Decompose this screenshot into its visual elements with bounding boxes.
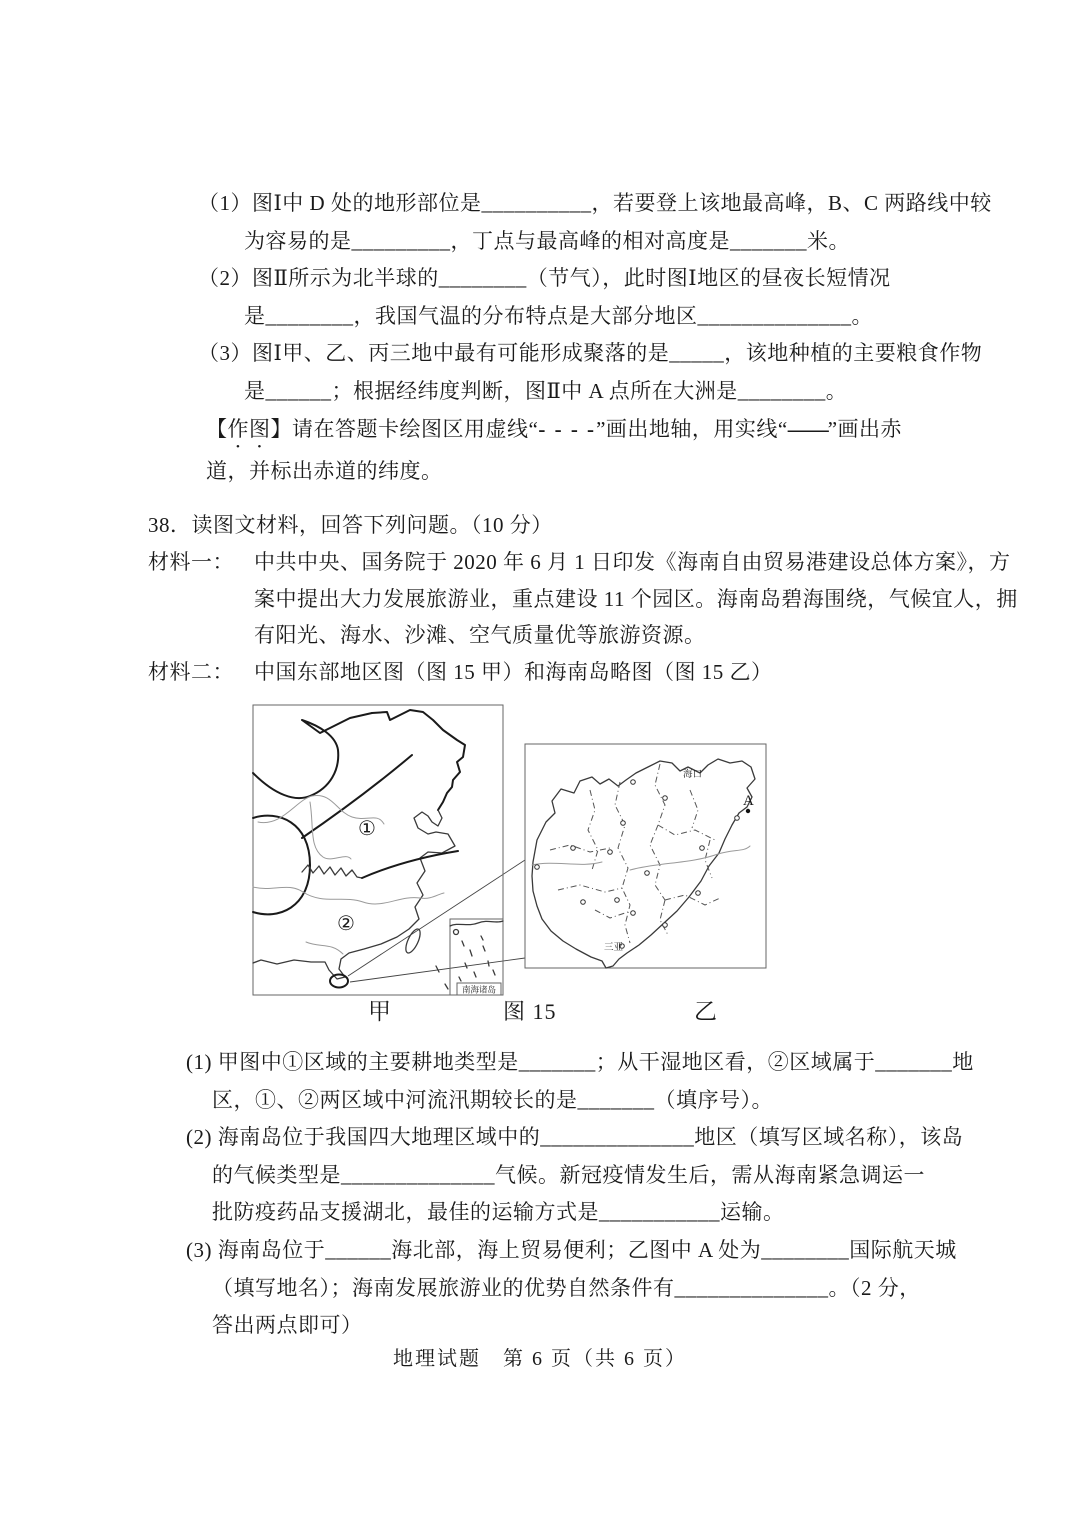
q37-line-3: （2）图Ⅱ所示为北半球的________（节气），此时图Ⅰ地区的昼夜长短情况 bbox=[198, 266, 891, 291]
material-1-label: 材料一： bbox=[148, 549, 234, 574]
q38-s1-line-1: (1) 甲图中①区域的主要耕地类型是_______；从干湿地区看，②区域属于_______地 bbox=[186, 1050, 974, 1074]
drawing-task-text-3: ”画出赤 bbox=[827, 416, 903, 441]
solid-line-symbol: —— bbox=[787, 416, 828, 441]
q38-stem: 38．读图文材料，回答下列问题。（10 分） bbox=[148, 513, 553, 537]
q38-s2-line-3: 批防疫药品支援湖北，最佳的运输方式是___________运输。 bbox=[212, 1200, 785, 1225]
q37-line-5: （3）图Ⅰ甲、乙、丙三地中最有可能形成聚落的是_____，该地种植的主要粮食作物 bbox=[198, 341, 983, 366]
nanhai-inset bbox=[450, 919, 503, 995]
drawing-task-title: 作图 bbox=[227, 416, 271, 441]
q38-s2-line-2: 的气候类型是______________气候。新冠疫情发生后，需从海南紧急调运一 bbox=[212, 1162, 925, 1187]
q38-s3-line-2: （填写地名）；海南发展旅游业的优势自然条件有______________。（2 分， bbox=[212, 1275, 921, 1300]
zoom-connector-lines bbox=[348, 860, 525, 982]
region-1-marker: ① bbox=[358, 818, 376, 840]
drawing-task-text-1: 】请在答题卡绘图区用虚线“ bbox=[270, 416, 539, 441]
material-1 bbox=[148, 544, 1018, 654]
q38-s2-line-1: (2) 海南岛位于我国四大地理区域中的______________地区（填写区域名称），该岛 bbox=[186, 1125, 964, 1150]
q38-s3-line-1: (3) 海南岛位于______海北部，海上贸易便利；乙图中 A 处为________国际航天城 bbox=[186, 1237, 957, 1262]
map-yi-hainan bbox=[525, 744, 766, 968]
point-a-label: A bbox=[743, 793, 754, 809]
q37-drawing-task-tail: 道，并标出赤道的纬度。 bbox=[206, 458, 443, 483]
q37-line-2: 为容易的是_________，丁点与最高峰的相对高度是_______米。 bbox=[244, 228, 850, 253]
point-a-dot bbox=[746, 809, 750, 813]
figure-15-maps bbox=[250, 700, 770, 1000]
q37-drawing-task-line bbox=[198, 411, 992, 453]
question-37-block bbox=[198, 185, 992, 490]
sanya-label: 三亚 bbox=[604, 943, 624, 953]
question-38-sub-questions bbox=[186, 1044, 974, 1345]
material-1-line-1: 中共中央、国务院于 2020 年 6 月 1 日印发《海南自由贸易港建设总体方案》，方 bbox=[254, 549, 1011, 574]
material-1-line-3: 有阳光、海水、沙滩、空气质量优等旅游资源。 bbox=[254, 623, 706, 648]
dashed-line-symbol: - - - - bbox=[538, 416, 597, 441]
bracket-open: 【 bbox=[206, 416, 228, 441]
q37-line-1: （1）图Ⅰ中 D 处的地形部位是__________，若要登上该地最高峰，B、C 两路线中较 bbox=[198, 191, 992, 215]
caption-figure-15: 图 15 bbox=[503, 999, 557, 1024]
caption-map-jia: 甲 bbox=[368, 999, 392, 1024]
region-2-marker: ② bbox=[337, 913, 355, 935]
material-2-label: 材料二： bbox=[148, 660, 234, 685]
caption-map-yi: 乙 bbox=[694, 999, 718, 1024]
material-2-text: 中国东部地区图（图 15 甲）和海南岛略图（图 15 乙） bbox=[254, 660, 773, 685]
q37-line-6: 是______；根据经纬度判断，图Ⅱ中 A 点所在大洲是________。 bbox=[244, 378, 848, 403]
material-1-line-2: 案中提出大力发展旅游业，重点建设 11 个园区。海南岛碧海围绕，气候宜人，拥 bbox=[254, 586, 1018, 611]
q37-line-4: 是________，我国气温的分布特点是大部分地区______________。 bbox=[244, 303, 873, 328]
mountain-ridge bbox=[302, 865, 362, 878]
drawing-task-text-2: ”画出地轴，用实线“ bbox=[596, 416, 788, 441]
page-footer: 地理试题 第 6 页（共 6 页） bbox=[393, 1348, 687, 1370]
haikou-label: 海口 bbox=[683, 770, 703, 780]
q38-s3-line-3: 答出两点即可） bbox=[212, 1313, 363, 1338]
nanhai-inset-label: 南海诸岛 bbox=[461, 984, 497, 995]
map-jia-china bbox=[253, 705, 503, 995]
q38-s1-line-2: 区，①、②两区域中河流汛期较长的是_______（填序号）。 bbox=[212, 1087, 773, 1112]
question-38-block bbox=[148, 507, 1018, 691]
material-2 bbox=[148, 654, 1018, 691]
